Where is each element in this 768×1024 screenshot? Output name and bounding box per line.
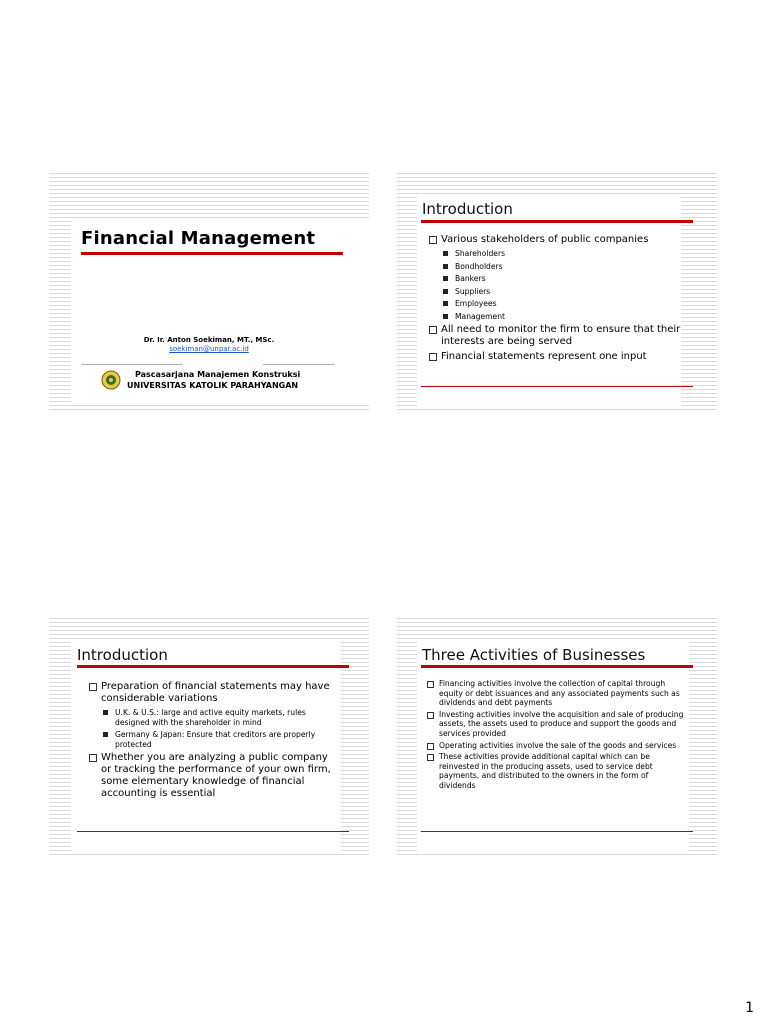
checkbox-bullet-icon	[427, 743, 434, 750]
sub-bullet-text: Management	[455, 311, 506, 321]
slide-1	[49, 170, 369, 410]
square-bullet-icon	[443, 289, 448, 294]
sub-bullet	[427, 262, 683, 272]
square-bullet-icon	[443, 276, 448, 281]
bullet-text: All need to monitor the firm to ensure that their interests are being served	[441, 324, 681, 347]
bullet-text: Financing activities involve the collection of capital through equity or debt issuances and any associated payments such as dividends and debt payments	[439, 679, 680, 708]
divider-left	[81, 364, 183, 365]
bullet-text: Various stakeholders of public companies	[441, 234, 649, 245]
checkbox-bullet-icon	[429, 353, 437, 361]
author-name: Dr. Ir. Anton Soekiman, MT., MSc.	[143, 336, 275, 344]
footer-line	[421, 831, 693, 832]
bullet	[427, 234, 683, 246]
sub-bullet	[427, 312, 683, 322]
bullet-text: Investing activities involve the acquisition and sale of producing assets, the assets used to produce and support the goods and services provided	[439, 709, 684, 738]
bullet	[425, 679, 687, 708]
bullet	[427, 351, 683, 363]
bullet	[427, 324, 683, 348]
title-underline	[81, 252, 343, 255]
sub-bullet-text: Suppliers	[455, 286, 491, 296]
university-logo-icon	[101, 370, 121, 390]
sub-bullet-text: Bondholders	[455, 261, 503, 271]
sub-bullet-text: U.K. & U.S.: large and active equity markets, rules designed with the shareholder in mind	[115, 708, 306, 727]
square-bullet-icon	[103, 710, 108, 715]
sub-bullet-text: Bankers	[455, 274, 486, 283]
divider-right	[263, 364, 335, 365]
slide-title: Introduction	[77, 646, 168, 664]
bullet-text: Financial statements represent one input	[441, 351, 647, 362]
sub-bullet	[427, 287, 683, 297]
sub-bullet	[427, 249, 683, 259]
title-underline	[421, 665, 693, 668]
bullet-text: Preparation of financial statements may have considerable variations	[101, 681, 330, 704]
university-name: UNIVERSITAS KATOLIK PARAHYANGAN	[127, 381, 299, 390]
bullet	[87, 681, 339, 705]
sub-bullet-text: Shareholders	[455, 249, 506, 258]
sub-bullet-text: Employees	[455, 299, 497, 308]
bullet	[425, 710, 687, 739]
checkbox-bullet-icon	[429, 236, 437, 244]
sub-bullet-text: Germany & Japan: Ensure that creditors are properly protected	[115, 730, 316, 749]
checkbox-bullet-icon	[427, 754, 434, 761]
slide-body	[87, 681, 339, 803]
slide-2	[397, 170, 717, 410]
sub-bullet	[87, 730, 339, 749]
author-email[interactable]: soekiman@unpar.ac.id	[169, 345, 249, 353]
sub-bullet	[427, 274, 683, 284]
square-bullet-icon	[443, 314, 448, 319]
slide-body	[425, 679, 687, 793]
slide-3	[49, 615, 369, 855]
title-underline	[421, 220, 693, 223]
footer-line	[421, 386, 693, 387]
square-bullet-icon	[103, 732, 108, 737]
sub-bullet	[427, 299, 683, 309]
bullet-text: Whether you are analyzing a public company or tracking the performance of your own firm, some elementary knowledge of financial accounting is essential	[101, 752, 331, 799]
sub-bullet	[87, 708, 339, 727]
checkbox-bullet-icon	[429, 326, 437, 334]
bullet-text: Operating activities involve the sale of the goods and services	[439, 740, 677, 750]
footer-line	[77, 831, 349, 832]
checkbox-bullet-icon	[89, 754, 97, 762]
square-bullet-icon	[443, 264, 448, 269]
program-name: Pascasarjana Manajemen Konstruksi	[135, 370, 301, 379]
page-number: 1	[745, 1000, 754, 1016]
square-bullet-icon	[443, 251, 448, 256]
checkbox-bullet-icon	[427, 681, 434, 688]
square-bullet-icon	[443, 301, 448, 306]
bullet	[425, 741, 687, 751]
bullet	[87, 752, 339, 800]
title-underline	[77, 665, 349, 668]
slide-body	[427, 234, 683, 366]
slide-4	[397, 615, 717, 855]
slide-title: Three Activities of Businesses	[422, 646, 646, 664]
bullet	[425, 752, 687, 790]
checkbox-bullet-icon	[427, 712, 434, 719]
slide-title: Introduction	[422, 200, 513, 218]
slide-title: Financial Management	[81, 228, 316, 249]
bullet-text: These activities provide additional capital which can be reinvested in the producing assets, used to service debt payments, and distributed to the owners in the form of dividends	[439, 752, 653, 790]
checkbox-bullet-icon	[89, 683, 97, 691]
